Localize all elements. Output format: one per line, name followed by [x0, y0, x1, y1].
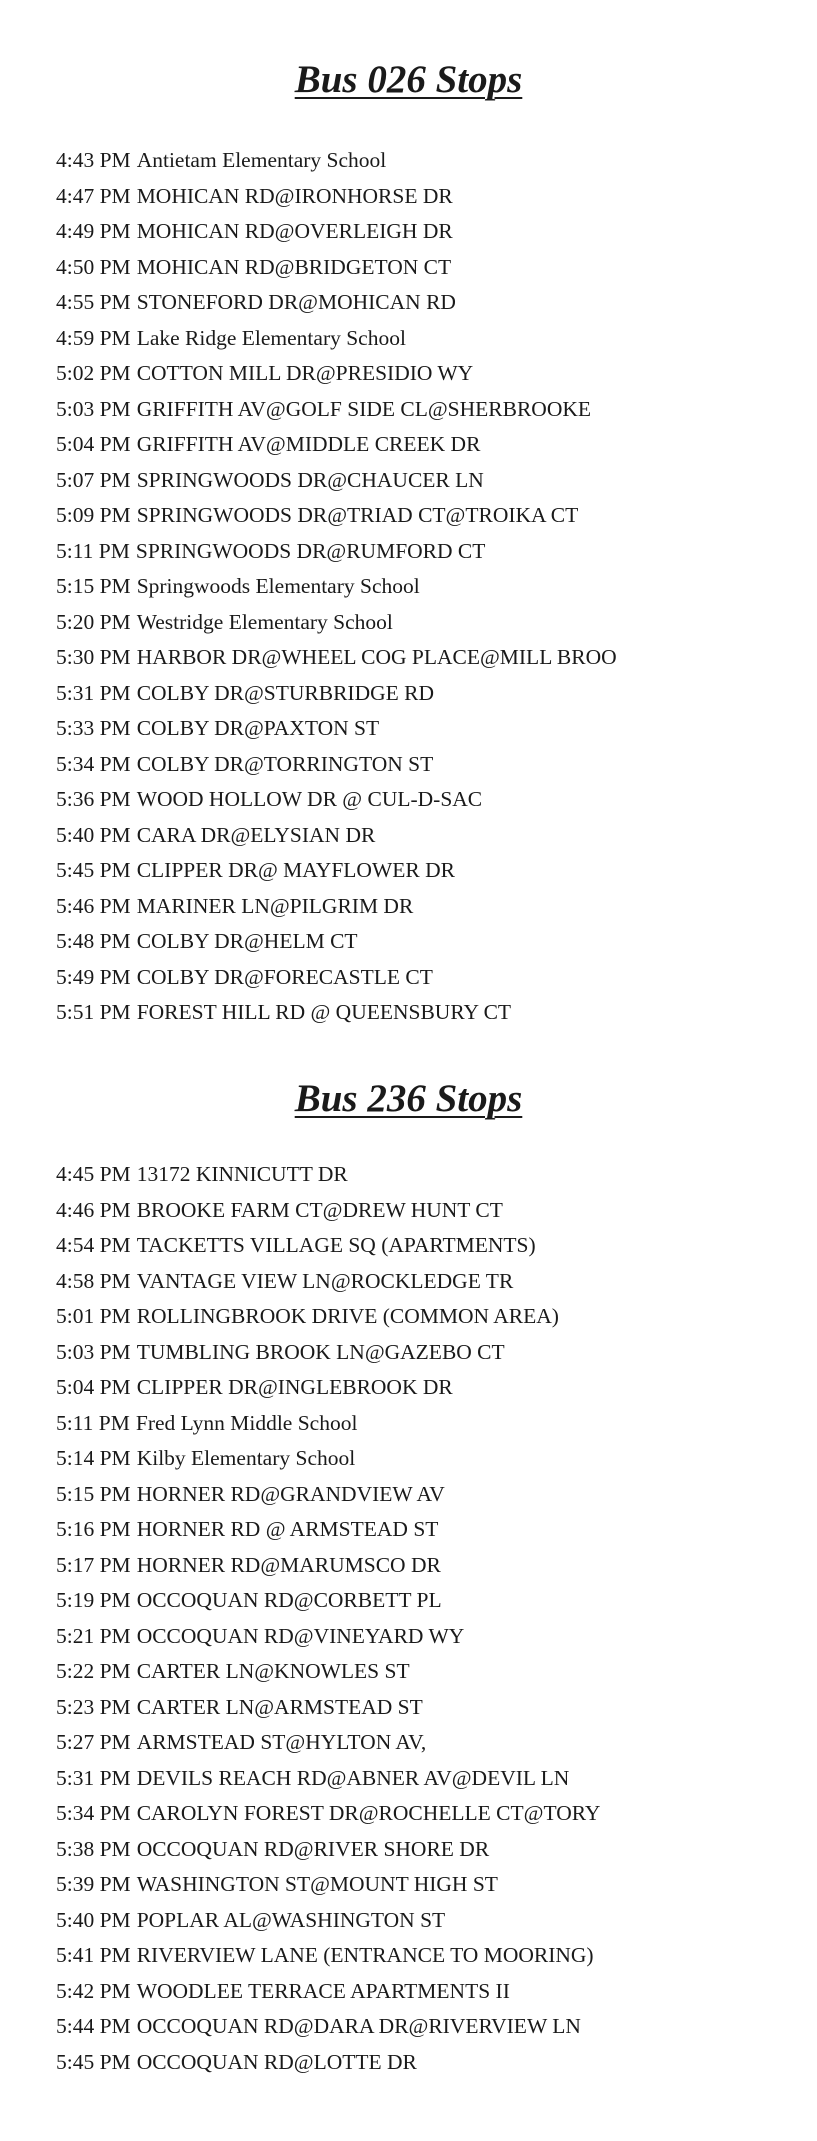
- stop-row: [56, 498, 617, 534]
- stop-row: [56, 1264, 600, 1300]
- stop-time: 4:54 PM: [56, 1233, 131, 1257]
- stop-row: [56, 250, 617, 286]
- stop-location: FOREST HILL RD @ QUEENSBURY CT: [136, 1000, 512, 1024]
- stop-row: [56, 1938, 600, 1974]
- stop-row: [56, 1690, 600, 1726]
- stop-row: [56, 321, 617, 357]
- stop-time: 5:03 PM: [56, 396, 131, 421]
- stop-time: 5:21 PM: [56, 1623, 131, 1648]
- stop-row: [56, 747, 617, 783]
- stop-location: SPRINGWOODS DR@CHAUCER LN: [136, 467, 484, 492]
- stop-row: [56, 1477, 600, 1513]
- stop-time: 5:17 PM: [56, 1552, 131, 1577]
- stop-location: HORNER RD @ ARMSTEAD ST: [136, 1517, 439, 1541]
- stop-time: 5:02 PM: [56, 361, 131, 385]
- stop-location: CLIPPER DR@ MAYFLOWER DR: [136, 858, 455, 882]
- stop-location: POPLAR AL@WASHINGTON ST: [136, 1907, 446, 1932]
- stop-row: [56, 1406, 600, 1442]
- stop-time: 5:27 PM: [56, 1730, 131, 1754]
- stop-time: 5:11 PM: [56, 1410, 130, 1435]
- stop-row: [56, 924, 617, 960]
- stop-time: 5:40 PM: [56, 1907, 131, 1932]
- stop-location: SPRINGWOODS DR@TRIAD CT@TROIKA CT: [136, 503, 579, 527]
- stop-row: [56, 285, 617, 321]
- stop-row: [56, 1441, 600, 1477]
- stop-location: SPRINGWOODS DR@RUMFORD CT: [135, 538, 486, 563]
- stop-time: 5:07 PM: [56, 467, 131, 492]
- stop-location: CARTER LN@KNOWLES ST: [136, 1659, 410, 1683]
- stop-location: GRIFFITH AV@GOLF SIDE CL@SHERBROOKE: [136, 396, 592, 421]
- stop-location: DEVILS REACH RD@ABNER AV@DEVIL LN: [136, 1765, 570, 1790]
- stop-row: [56, 853, 617, 889]
- stop-location: Kilby Elementary School: [136, 1446, 356, 1470]
- stop-location: CLIPPER DR@INGLEBROOK DR: [136, 1375, 453, 1399]
- bus-026-title: Bus 026 Stops: [294, 58, 523, 101]
- stop-time: 5:44 PM: [56, 2014, 131, 2038]
- stop-time: 5:19 PM: [56, 1588, 131, 1612]
- stop-time: 4:50 PM: [56, 254, 131, 279]
- stop-row: [56, 1832, 600, 1868]
- stop-location: ARMSTEAD ST@HYLTON AV,: [136, 1730, 427, 1754]
- stop-location: COLBY DR@FORECASTLE CT: [136, 964, 433, 989]
- stop-row: [56, 960, 617, 996]
- stop-row: [56, 711, 617, 747]
- stop-location: WOODLEE TERRACE APARTMENTS II: [136, 1978, 510, 2003]
- stop-time: 4:47 PM: [56, 183, 131, 208]
- stop-location: OCCOQUAN RD@LOTTE DR: [136, 2049, 417, 2074]
- stop-row: [56, 818, 617, 854]
- stop-location: MOHICAN RD@BRIDGETON CT: [136, 254, 452, 279]
- stop-time: 5:42 PM: [56, 1978, 131, 2003]
- stop-location: Springwoods Elementary School: [136, 574, 420, 598]
- stop-time: 4:46 PM: [56, 1197, 131, 1222]
- stop-row: [56, 463, 617, 499]
- stop-location: CARA DR@ELYSIAN DR: [136, 822, 376, 847]
- stop-row: [56, 1583, 600, 1619]
- stop-location: TUMBLING BROOK LN@GAZEBO CT: [136, 1339, 505, 1364]
- stop-location: MARINER LN@PILGRIM DR: [136, 893, 414, 918]
- stop-location: OCCOQUAN RD@RIVER SHORE DR: [136, 1836, 490, 1861]
- stop-location: MOHICAN RD@OVERLEIGH DR: [136, 219, 453, 243]
- stop-time: 5:36 PM: [56, 787, 131, 811]
- stop-location: HORNER RD@MARUMSCO DR: [136, 1552, 441, 1577]
- stop-location: 13172 KINNICUTT DR: [136, 1162, 348, 1186]
- stop-time: 5:31 PM: [56, 680, 131, 705]
- stop-location: Westridge Elementary School: [136, 609, 393, 634]
- stop-row: [56, 1796, 600, 1832]
- stop-location: ROLLINGBROOK DRIVE (COMMON AREA): [136, 1304, 559, 1328]
- stop-time: 5:45 PM: [56, 2049, 131, 2074]
- stop-time: 5:15 PM: [56, 574, 131, 598]
- stop-row: [56, 1974, 600, 2010]
- bus-236-title: Bus 236 Stops: [294, 1077, 523, 1120]
- stop-row: [56, 214, 617, 250]
- stop-time: 5:16 PM: [56, 1517, 131, 1541]
- stop-location: CAROLYN FOREST DR@ROCHELLE CT@TORY: [136, 1801, 601, 1825]
- stop-time: 5:22 PM: [56, 1659, 131, 1683]
- stop-time: 4:43 PM: [56, 148, 131, 172]
- stop-time: 5:49 PM: [56, 964, 131, 989]
- stop-time: 5:03 PM: [56, 1339, 131, 1364]
- stop-row: [56, 1512, 600, 1548]
- stop-location: TACKETTS VILLAGE SQ (APARTMENTS): [136, 1233, 536, 1257]
- bus-236-stop-list: [56, 1157, 600, 2080]
- stop-row: [56, 889, 617, 925]
- stop-row: [56, 392, 617, 428]
- stop-time: 5:04 PM: [56, 432, 131, 456]
- stop-location: BROOKE FARM CT@DREW HUNT CT: [136, 1197, 503, 1222]
- stop-row: [56, 1725, 600, 1761]
- bus-026-stop-list: [56, 143, 617, 1031]
- stop-time: 4:58 PM: [56, 1268, 131, 1293]
- stop-time: 5:20 PM: [56, 609, 131, 634]
- stop-row: [56, 2045, 600, 2081]
- stop-time: 5:33 PM: [56, 716, 131, 740]
- stop-time: 5:01 PM: [56, 1304, 131, 1328]
- stop-row: [56, 1299, 600, 1335]
- stop-row: [56, 1157, 600, 1193]
- stop-location: HORNER RD@GRANDVIEW AV: [136, 1481, 445, 1506]
- stop-row: [56, 427, 617, 463]
- stop-time: 5:48 PM: [56, 929, 131, 953]
- stop-time: 5:23 PM: [56, 1694, 131, 1719]
- stop-location: VANTAGE VIEW LN@ROCKLEDGE TR: [136, 1268, 514, 1293]
- stop-location: RIVERVIEW LANE (ENTRANCE TO MOORING): [136, 1943, 594, 1967]
- stop-row: [56, 1761, 600, 1797]
- stop-row: [56, 1335, 600, 1371]
- stop-location: COLBY DR@HELM CT: [136, 929, 358, 953]
- stop-time: 5:30 PM: [56, 645, 131, 669]
- stop-time: 5:31 PM: [56, 1765, 131, 1790]
- stop-location: GRIFFITH AV@MIDDLE CREEK DR: [136, 432, 481, 456]
- stop-location: STONEFORD DR@MOHICAN RD: [136, 290, 456, 314]
- stop-row: [56, 2009, 600, 2045]
- stop-location: HARBOR DR@WHEEL COG PLACE@MILL BROO: [136, 645, 617, 669]
- stop-row: [56, 676, 617, 712]
- stop-row: [56, 1548, 600, 1584]
- stop-row: [56, 1193, 600, 1229]
- stop-time: 5:38 PM: [56, 1836, 131, 1861]
- stop-row: [56, 569, 617, 605]
- stop-row: [56, 782, 617, 818]
- stop-time: 4:49 PM: [56, 219, 131, 243]
- stop-row: [56, 179, 617, 215]
- stop-location: COLBY DR@STURBRIDGE RD: [136, 680, 435, 705]
- stop-row: [56, 356, 617, 392]
- stop-row: [56, 534, 617, 570]
- stop-row: [56, 1370, 600, 1406]
- stop-time: 5:14 PM: [56, 1446, 131, 1470]
- stop-time: 4:45 PM: [56, 1162, 131, 1186]
- stop-time: 5:39 PM: [56, 1872, 131, 1896]
- stop-time: 5:51 PM: [56, 1000, 131, 1024]
- stop-time: 5:34 PM: [56, 751, 131, 776]
- stop-time: 5:09 PM: [56, 503, 131, 527]
- stop-location: MOHICAN RD@IRONHORSE DR: [136, 183, 453, 208]
- stop-time: 4:55 PM: [56, 290, 131, 314]
- stop-row: [56, 1228, 600, 1264]
- stop-time: 5:45 PM: [56, 858, 131, 882]
- stop-location: OCCOQUAN RD@CORBETT PL: [136, 1588, 442, 1612]
- stop-row: [56, 1654, 600, 1690]
- stop-time: 5:41 PM: [56, 1943, 131, 1967]
- stop-location: WASHINGTON ST@MOUNT HIGH ST: [136, 1872, 498, 1896]
- stop-location: Fred Lynn Middle School: [135, 1410, 358, 1435]
- stop-row: [56, 605, 617, 641]
- stop-location: COLBY DR@PAXTON ST: [136, 716, 380, 740]
- stop-time: 5:40 PM: [56, 822, 131, 847]
- stop-row: [56, 1903, 600, 1939]
- stop-location: COTTON MILL DR@PRESIDIO WY: [136, 361, 474, 385]
- stop-location: Antietam Elementary School: [136, 148, 387, 172]
- stop-time: 5:34 PM: [56, 1801, 131, 1825]
- stop-time: 5:15 PM: [56, 1481, 131, 1506]
- stop-row: [56, 143, 617, 179]
- stop-location: WOOD HOLLOW DR @ CUL-D-SAC: [136, 787, 483, 811]
- stop-row: [56, 1867, 600, 1903]
- stop-time: 5:46 PM: [56, 893, 131, 918]
- stop-location: OCCOQUAN RD@DARA DR@RIVERVIEW LN: [136, 2014, 581, 2038]
- stop-time: 4:59 PM: [56, 325, 131, 350]
- stop-location: Lake Ridge Elementary School: [136, 325, 406, 350]
- stop-location: OCCOQUAN RD@VINEYARD WY: [136, 1623, 465, 1648]
- stop-time: 5:11 PM: [56, 538, 130, 563]
- stop-row: [56, 1619, 600, 1655]
- stop-row: [56, 640, 617, 676]
- stop-time: 5:04 PM: [56, 1375, 131, 1399]
- stop-location: CARTER LN@ARMSTEAD ST: [136, 1694, 423, 1719]
- stop-row: [56, 995, 617, 1031]
- stop-location: COLBY DR@TORRINGTON ST: [136, 751, 434, 776]
